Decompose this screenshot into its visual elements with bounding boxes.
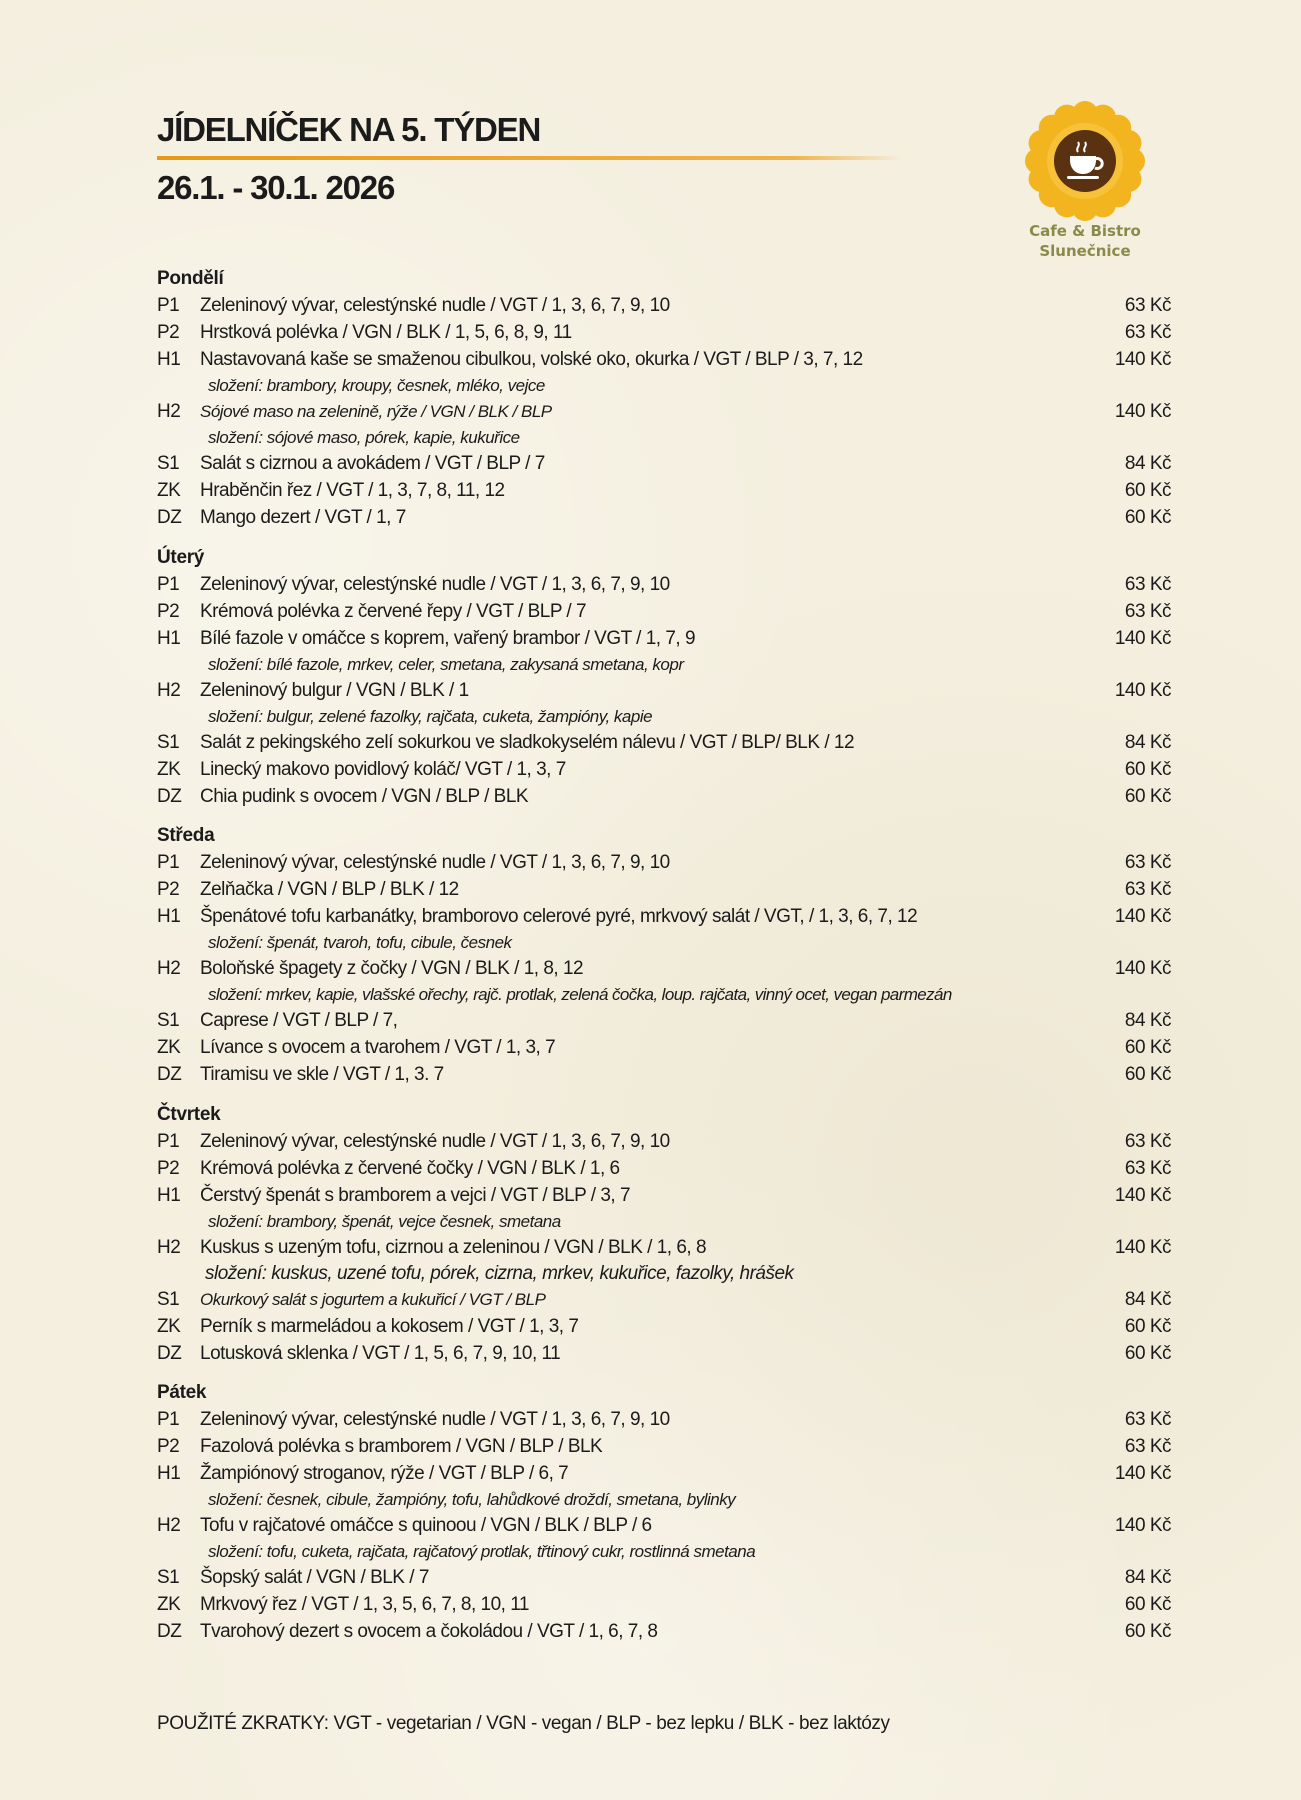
item-name: Tiramisu ve skle / VGT / 1, 3. 7	[200, 1064, 444, 1085]
item-price: 84 Kč	[1124, 1010, 1171, 1031]
item-name: Lívance s ovocem a tvarohem / VGT / 1, 3, 7	[200, 1037, 556, 1058]
item-price: 140 Kč	[1114, 628, 1171, 649]
item-name: Zeleninový vývar, celestýnské nudle / VGT / 1, 3, 6, 7, 9, 10	[200, 1409, 670, 1430]
item-price: 63 Kč	[1124, 601, 1171, 622]
item-composition: složení: mrkev, kapie, vlašské ořechy, rajč. protlak, zelená čočka, loup. rajčata, vinný ocet, vegan parmezán	[208, 985, 952, 1004]
menu-item	[157, 292, 1171, 319]
item-name: Zeleninový vývar, celestýnské nudle / VGT / 1, 3, 6, 7, 9, 10	[200, 852, 670, 873]
item-composition: složení: bílé fazole, mrkev, celer, smetana, zakysaná smetana, kopr	[208, 655, 684, 674]
item-name: Mango dezert / VGT / 1, 7	[200, 507, 406, 528]
item-price: 63 Kč	[1124, 295, 1171, 316]
item-name: Lotusková sklenka / VGT / 1, 5, 6, 7, 9, 10, 11	[200, 1343, 561, 1364]
item-code: H2	[157, 401, 181, 422]
item-price: 140 Kč	[1114, 1515, 1171, 1536]
item-price: 63 Kč	[1124, 1131, 1171, 1152]
menu-item	[157, 729, 1171, 756]
day-section	[157, 266, 1171, 531]
item-price: 140 Kč	[1114, 1463, 1171, 1484]
item-code: DZ	[157, 507, 182, 528]
menu-item	[157, 571, 1171, 598]
item-price: 60 Kč	[1124, 1037, 1171, 1058]
item-code: S1	[157, 1289, 180, 1310]
item-price: 60 Kč	[1124, 1316, 1171, 1337]
item-price: 140 Kč	[1114, 401, 1171, 422]
item-name: Sójové maso na zelenině, rýže / VGN / BLK / BLP	[200, 402, 552, 421]
day-title: Úterý	[157, 547, 205, 568]
day-title: Středa	[157, 825, 215, 846]
day-section	[157, 823, 1171, 1088]
item-price: 60 Kč	[1124, 1594, 1171, 1615]
item-code: S1	[157, 732, 180, 753]
item-code: ZK	[157, 1037, 181, 1058]
item-price: 140 Kč	[1114, 958, 1171, 979]
item-code: H2	[157, 1237, 181, 1258]
item-name: Caprese / VGT / BLP / 7,	[200, 1010, 398, 1031]
logo-line-1: Cafe & Bistro	[1029, 222, 1141, 240]
menu-item	[157, 756, 1171, 783]
menu-item	[157, 1286, 1171, 1313]
item-price: 60 Kč	[1124, 1621, 1171, 1642]
item-name: Bílé fazole v omáčce s koprem, vařený brambor / VGT / 1, 7, 9	[200, 628, 696, 649]
item-composition: složení: kuskus, uzené tofu, pórek, cizrna, mrkev, kukuřice, fazolky, hrášek	[205, 1263, 794, 1284]
menu-item	[157, 1155, 1171, 1182]
menu-item	[157, 625, 1171, 652]
menu-item	[157, 319, 1171, 346]
item-code: H2	[157, 958, 181, 979]
menu-item	[157, 504, 1171, 531]
item-name: Čerstvý špenát s bramborem a vejci / VGT / BLP / 3, 7	[200, 1185, 631, 1206]
item-name: Tofu v rajčatové omáčce s quinoou / VGN / BLK / BLP / 6	[200, 1515, 652, 1536]
item-name: Zeleninový vývar, celestýnské nudle / VGT / 1, 3, 6, 7, 9, 10	[200, 574, 670, 595]
item-price: 84 Kč	[1124, 1567, 1171, 1588]
menu-item	[157, 876, 1171, 903]
item-code: P1	[157, 295, 180, 316]
item-code: H1	[157, 349, 181, 370]
item-name: Zeleninový vývar, celestýnské nudle / VGT / 1, 3, 6, 7, 9, 10	[200, 1131, 670, 1152]
item-name: Krémová polévka z červené čočky / VGN / BLK / 1, 6	[200, 1158, 620, 1179]
menu-item	[157, 1564, 1171, 1591]
item-code: S1	[157, 1567, 180, 1588]
item-code: H1	[157, 1185, 181, 1206]
item-code: ZK	[157, 759, 181, 780]
menu-item	[157, 783, 1171, 810]
item-name: Zelňačka / VGN / BLP / BLK / 12	[200, 879, 459, 900]
item-code: P2	[157, 322, 180, 343]
cafe-logo	[1015, 96, 1155, 268]
item-name: Krémová polévka z červené řepy / VGT / BLP / 7	[200, 601, 587, 622]
menu-item	[157, 1512, 1171, 1539]
menu-item	[157, 1313, 1171, 1340]
menu-item	[157, 346, 1171, 373]
menu-item	[157, 1460, 1171, 1487]
menu-list	[157, 266, 1171, 1645]
item-code: ZK	[157, 1316, 181, 1337]
menu-item	[157, 398, 1171, 425]
item-code: P2	[157, 1158, 180, 1179]
item-code: S1	[157, 453, 180, 474]
menu-item	[157, 450, 1171, 477]
item-name: Špenátové tofu karbanátky, bramborovo celerové pyré, mrkvový salát / VGT, / 1, 3, 6, 7, 12	[200, 906, 918, 927]
item-composition: složení: tofu, cuketa, rajčata, rajčatový protlak, třtinový cukr, rostlinná smetana	[208, 1542, 756, 1561]
menu-item	[157, 1007, 1171, 1034]
item-composition: složení: brambory, kroupy, česnek, mléko, vejce	[208, 376, 545, 395]
item-composition: složení: špenát, tvaroh, tofu, cibule, česnek	[208, 933, 512, 952]
menu-item	[157, 903, 1171, 930]
item-code: ZK	[157, 1594, 181, 1615]
item-name: Linecký makovo povidlový koláč/ VGT / 1, 3, 7	[200, 759, 566, 780]
item-code: DZ	[157, 1064, 182, 1085]
item-price: 63 Kč	[1124, 852, 1171, 873]
item-code: P2	[157, 601, 180, 622]
item-code: P2	[157, 879, 180, 900]
menu-item	[157, 1061, 1171, 1088]
item-price: 63 Kč	[1124, 879, 1171, 900]
day-section	[157, 1380, 1171, 1645]
item-name: Kuskus s uzeným tofu, cizrnou a zeleninou / VGN / BLK / 1, 6, 8	[200, 1237, 707, 1258]
item-code: P1	[157, 1409, 180, 1430]
item-name: Nastavovaná kaše se smaženou cibulkou, volské oko, okurka / VGT / BLP / 3, 7, 12	[200, 349, 863, 370]
item-code: DZ	[157, 786, 182, 807]
week-dates: 26.1. - 30.1. 2026	[157, 169, 395, 206]
abbreviations-legend: POUŽITÉ ZKRATKY: VGT - vegetarian / VGN - vegan / BLP - bez lepku / BLK - bez laktózy	[157, 1713, 890, 1734]
item-price: 60 Kč	[1124, 1064, 1171, 1085]
item-price: 63 Kč	[1124, 574, 1171, 595]
item-price: 140 Kč	[1114, 349, 1171, 370]
menu-item	[157, 1618, 1171, 1645]
menu-item	[157, 677, 1171, 704]
menu-item	[157, 1433, 1171, 1460]
item-price: 84 Kč	[1124, 732, 1171, 753]
menu-title: JÍDELNÍČEK NA 5. TÝDEN	[157, 111, 541, 148]
menu-item	[157, 1234, 1171, 1261]
item-price: 84 Kč	[1124, 1289, 1171, 1310]
item-price: 60 Kč	[1124, 507, 1171, 528]
day-title: Čtvrtek	[157, 1104, 221, 1125]
sun-coffee-icon	[1015, 96, 1155, 226]
menu-item	[157, 598, 1171, 625]
item-code: S1	[157, 1010, 180, 1031]
item-name: Žampiónový stroganov, rýže / VGT / BLP / 6, 7	[200, 1463, 569, 1484]
item-price: 60 Kč	[1124, 759, 1171, 780]
item-code: H2	[157, 1515, 181, 1536]
item-price: 63 Kč	[1124, 1158, 1171, 1179]
menu-item	[157, 477, 1171, 504]
item-name: Salát z pekingského zelí sokurkou ve sladkokyselém nálevu / VGT / BLP/ BLK / 12	[200, 732, 855, 753]
title-underline	[157, 156, 903, 160]
item-price: 63 Kč	[1124, 322, 1171, 343]
item-name: Šopský salát / VGN / BLK / 7	[200, 1567, 429, 1588]
item-price: 140 Kč	[1114, 906, 1171, 927]
item-name: Hraběnčin řez / VGT / 1, 3, 7, 8, 11, 12	[200, 480, 505, 501]
menu-item	[157, 955, 1171, 982]
item-composition: složení: bulgur, zelené fazolky, rajčata, cuketa, žampióny, kapie	[208, 707, 653, 726]
item-name: Zeleninový vývar, celestýnské nudle / VGT / 1, 3, 6, 7, 9, 10	[200, 295, 670, 316]
item-name: Chia pudink s ovocem / VGN / BLP / BLK	[200, 786, 529, 807]
item-price: 140 Kč	[1114, 1185, 1171, 1206]
item-price: 140 Kč	[1114, 680, 1171, 701]
item-code: P1	[157, 852, 180, 873]
item-name: Tvarohový dezert s ovocem a čokoládou / VGT / 1, 6, 7, 8	[200, 1621, 658, 1642]
item-name: Boloňské špagety z čočky / VGN / BLK / 1, 8, 12	[200, 958, 584, 979]
item-code: H1	[157, 1463, 181, 1484]
item-code: P1	[157, 574, 180, 595]
item-price: 140 Kč	[1114, 1237, 1171, 1258]
menu-item	[157, 1340, 1171, 1367]
menu-item	[157, 1128, 1171, 1155]
item-code: H1	[157, 628, 181, 649]
item-composition: složení: brambory, špenát, vejce česnek, smetana	[208, 1212, 561, 1231]
menu-item	[157, 1406, 1171, 1433]
item-name: Perník s marmeládou a kokosem / VGT / 1, 3, 7	[200, 1316, 579, 1337]
item-code: H1	[157, 906, 181, 927]
item-price: 63 Kč	[1124, 1409, 1171, 1430]
item-name: Zeleninový bulgur / VGN / BLK / 1	[200, 680, 469, 701]
item-code: DZ	[157, 1621, 182, 1642]
item-price: 84 Kč	[1124, 453, 1171, 474]
day-title: Pátek	[157, 1382, 207, 1403]
item-code: H2	[157, 680, 181, 701]
day-section	[157, 545, 1171, 810]
item-price: 63 Kč	[1124, 1436, 1171, 1457]
day-section	[157, 1102, 1171, 1367]
menu-item	[157, 1034, 1171, 1061]
menu-item	[157, 849, 1171, 876]
item-composition: složení: česnek, cibule, žampióny, tofu, lahůdkové droždí, smetana, bylinky	[208, 1490, 736, 1509]
item-name: Okurkový salát s jogurtem a kukuřicí / VGT / BLP	[200, 1290, 546, 1309]
day-title: Pondělí	[157, 268, 224, 289]
menu-header	[157, 110, 917, 208]
item-name: Mrkvový řez / VGT / 1, 3, 5, 6, 7, 8, 10, 11	[200, 1594, 529, 1615]
menu-item	[157, 1591, 1171, 1618]
item-code: ZK	[157, 480, 181, 501]
menu-item	[157, 1182, 1171, 1209]
item-price: 60 Kč	[1124, 480, 1171, 501]
item-name: Fazolová polévka s bramborem / VGN / BLP / BLK	[200, 1436, 603, 1457]
item-code: P1	[157, 1131, 180, 1152]
logo-line-2: Slunečnice	[1039, 242, 1131, 260]
item-price: 60 Kč	[1124, 786, 1171, 807]
item-price: 60 Kč	[1124, 1343, 1171, 1364]
item-code: DZ	[157, 1343, 182, 1364]
item-composition: složení: sójové maso, pórek, kapie, kukuřice	[208, 428, 520, 447]
item-name: Salát s cizrnou a avokádem / VGT / BLP / 7	[200, 453, 545, 474]
item-name: Hrstková polévka / VGN / BLK / 1, 5, 6, 8, 9, 11	[200, 322, 572, 343]
item-code: P2	[157, 1436, 180, 1457]
